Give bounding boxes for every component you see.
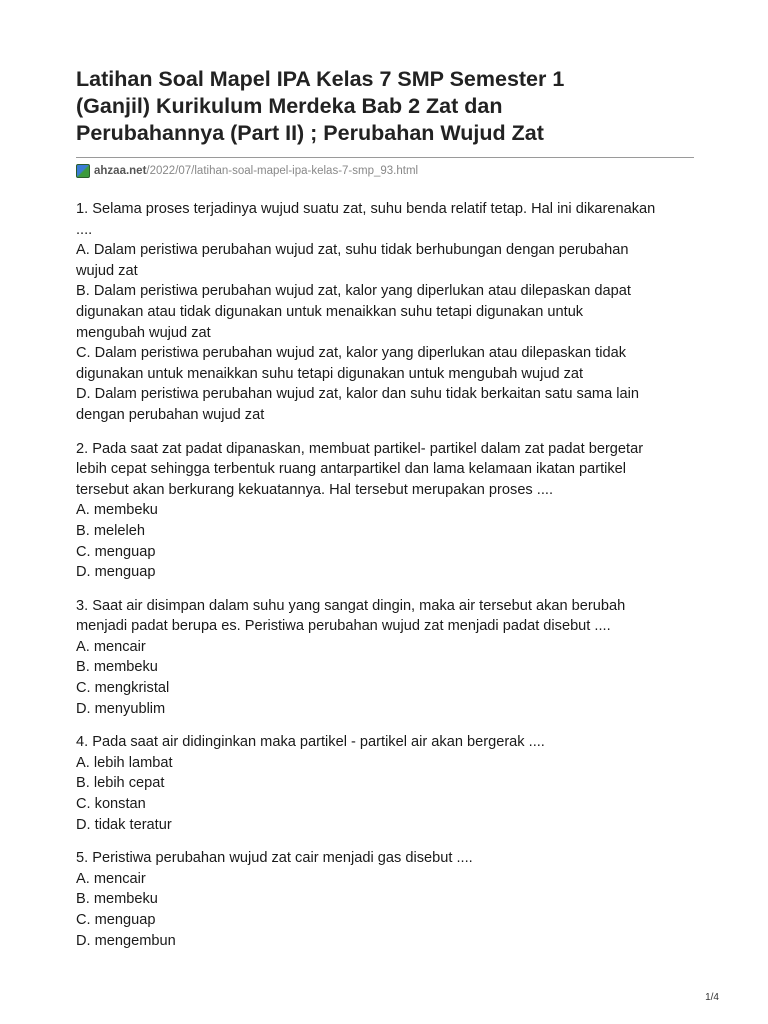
title-line: (Ganjil) Kurikulum Merdeka Bab 2 Zat dan: [76, 94, 503, 118]
question-line: 4. Pada saat air didinginkan maka partikel - partikel air akan bergerak ....: [76, 734, 545, 751]
question-line: B. membeku: [76, 891, 158, 908]
question-line: dengan perubahan wujud zat: [76, 406, 265, 423]
question-block: [76, 848, 694, 951]
source-domain[interactable]: ahzaa.net: [94, 165, 147, 177]
source-link[interactable]: [76, 162, 694, 180]
question-line: B. membeku: [76, 659, 158, 676]
question-line: digunakan atau tidak digunakan untuk menaikkan suhu tetapi digunakan untuk: [76, 303, 584, 320]
question-line: A. lebih lambat: [76, 754, 173, 771]
question-line: mengubah wujud zat: [76, 324, 211, 341]
question-line: 2. Pada saat zat padat dipanaskan, membuat partikel- partikel dalam zat padat bergetar: [76, 440, 644, 457]
title-divider: [76, 157, 694, 158]
question-line: D. mengembun: [76, 932, 176, 949]
site-favicon-icon: [76, 164, 90, 178]
question-line: C. Dalam peristiwa perubahan wujud zat, kalor yang diperlukan atau dilepaskan tidak: [76, 345, 627, 362]
question-line: wujud zat: [76, 262, 138, 279]
question-list: [76, 199, 694, 951]
question-block: [76, 596, 694, 720]
source-path[interactable]: /2022/07/latihan-soal-mapel-ipa-kelas-7-smp_93.html: [146, 165, 419, 177]
page-indicator: 1/4: [705, 992, 719, 1003]
question-line: ....: [76, 221, 93, 238]
question-line: A. mencair: [76, 870, 146, 887]
question-line: A. mencair: [76, 638, 146, 655]
question-line: C. konstan: [76, 796, 146, 813]
question-line: tersebut akan berkurang kekuatannya. Hal tersebut merupakan proses ....: [76, 481, 554, 498]
question-block: [76, 199, 694, 426]
title-line: Latihan Soal Mapel IPA Kelas 7 SMP Semester 1: [76, 67, 565, 91]
question-line: A. Dalam peristiwa perubahan wujud zat, suhu tidak berhubungan dengan perubahan: [76, 242, 629, 259]
question-line: B. lebih cepat: [76, 775, 165, 792]
question-line: 5. Peristiwa perubahan wujud zat cair menjadi gas disebut ....: [76, 850, 473, 867]
question-line: menjadi padat berupa es. Peristiwa perubahan wujud zat menjadi padat disebut ....: [76, 618, 611, 635]
title-line: Perubahannya (Part II) ; Perubahan Wujud Zat: [76, 121, 544, 145]
question-line: C. menguap: [76, 912, 156, 928]
question-line: digunakan untuk menaikkan suhu tetapi digunakan untuk mengubah wujud zat: [76, 365, 584, 382]
question-line: D. menguap: [76, 564, 156, 581]
question-block: [76, 439, 694, 583]
question-line: B. Dalam peristiwa perubahan wujud zat, kalor yang diperlukan atau dilepaskan dapat: [76, 283, 631, 300]
question-line: C. mengkristal: [76, 680, 170, 697]
question-line: C. menguap: [76, 543, 156, 560]
question-block: [76, 732, 694, 835]
question-line: D. tidak teratur: [76, 816, 172, 833]
question-line: D. menyublim: [76, 700, 166, 717]
page-title: [76, 66, 694, 147]
question-line: B. meleleh: [76, 522, 145, 539]
question-line: 3. Saat air disimpan dalam suhu yang sangat dingin, maka air tersebut akan berubah: [76, 597, 626, 614]
document-page: [76, 66, 694, 964]
question-line: lebih cepat sehingga terbentuk ruang antarpartikel dan lama kelamaan ikatan partikel: [76, 461, 627, 478]
question-line: 1. Selama proses terjadinya wujud suatu zat, suhu benda relatif tetap. Hal ini dikarenakan: [76, 201, 656, 217]
question-line: A. membeku: [76, 502, 158, 519]
question-line: D. Dalam peristiwa perubahan wujud zat, kalor dan suhu tidak berkaitan satu sama lain: [76, 386, 639, 403]
